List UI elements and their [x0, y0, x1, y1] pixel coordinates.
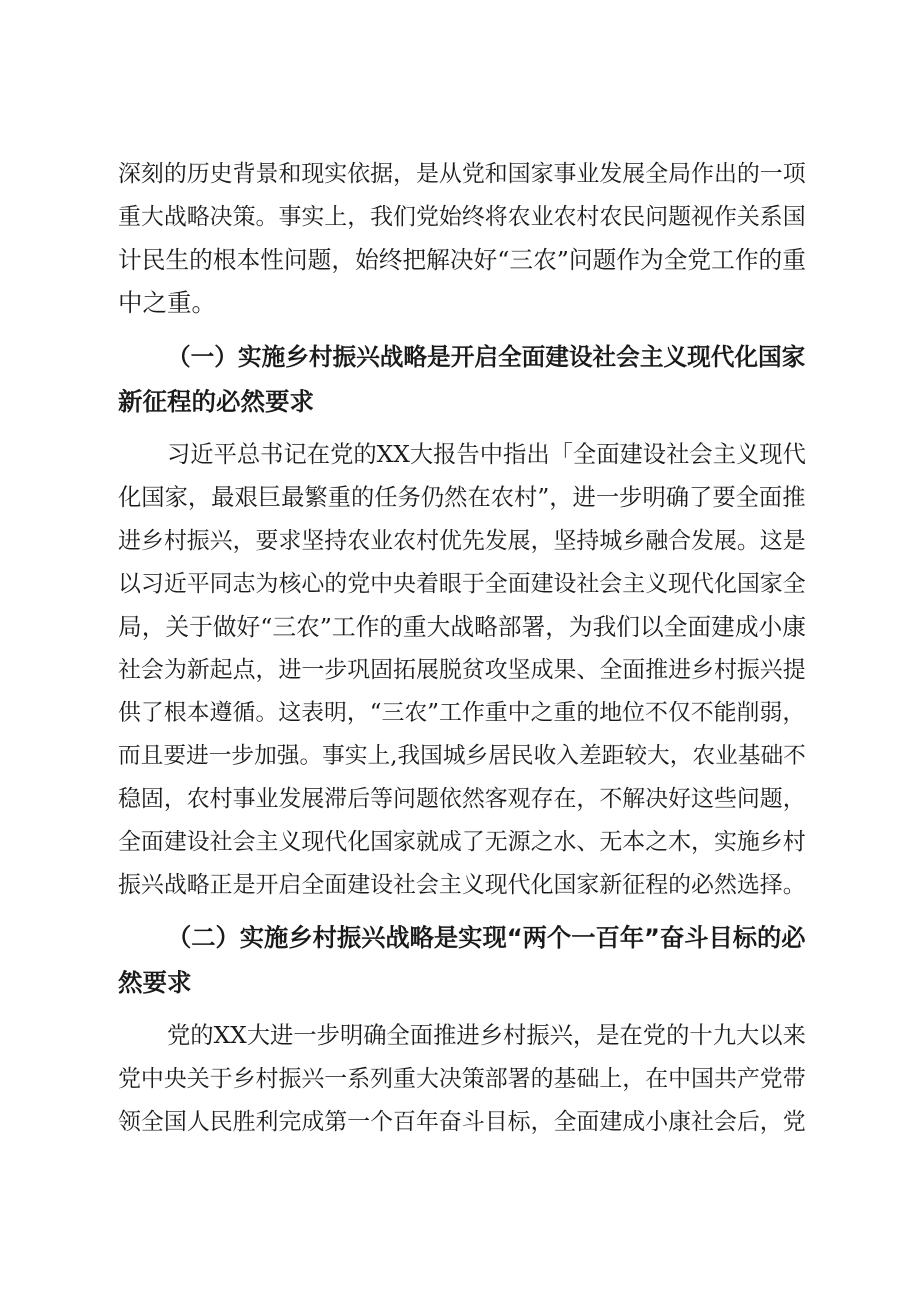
paragraph-2-line-8: 而且要进一步加强。事实上,我国城乡居民收入差距较大，农业基础不 — [118, 743, 806, 769]
paragraph-3-line-1: 党的XX大进一步明确全面推进乡村振兴，是在党的十九大以来 — [167, 1022, 806, 1049]
paragraph-2-line-1: 习近平总书记在党的XX大报告中指出「全面建设社会主义现代 — [167, 441, 806, 468]
paragraph-1-line-1: 深刻的历史背景和现实依据，是从党和国家事业发展全局作出的一项 — [118, 161, 806, 187]
section-heading-2-line-2: 然要求 — [118, 968, 192, 997]
paragraph-2-line-9: 稳固，农村事业发展滞后等问题依然客观存在，不解决好这些问题， — [118, 786, 806, 812]
paragraph-3-line-3: 领全国人民胜利完成第一个百年奋斗目标，全面建成小康社会后，党 — [118, 1109, 806, 1135]
paragraph-1-line-2: 重大战略决策。事实上，我们党始终将农业农村农民问题视作关系国 — [118, 204, 806, 230]
paragraph-2-line-10: 全面建设社会主义现代化国家就成了无源之水、无本之木，实施乡村 — [118, 829, 806, 855]
paragraph-2-line-6: 社会为新起点，进一步巩固拓展脱贫攻坚成果、全面推进乡村振兴提 — [118, 657, 806, 683]
paragraph-2-line-11: 振兴战略正是开启全面建设社会主义现代化国家新征程的必然选择。 — [118, 872, 806, 898]
section-heading-2-line-1: （二）实施乡村振兴战略是实现“两个一百年”奋斗目标的必 — [167, 923, 806, 952]
paragraph-2-line-3: 进乡村振兴，要求坚持农业农村优先发展，坚持城乡融合发展。这是 — [118, 528, 806, 554]
paragraph-2-line-4: 以习近平同志为核心的党中央着眼于全面建设社会主义现代化国家全 — [118, 571, 806, 597]
paragraph-1-line-4: 中之重。 — [118, 288, 216, 317]
paragraph-2-line-2: 化国家，最艰巨最繁重的任务仍然在农村”，进一步明确了要全面推 — [118, 484, 806, 511]
section-heading-1-line-2: 新征程的必然要求 — [118, 387, 314, 416]
paragraph-3-line-2: 党中央关于乡村振兴一系列重大决策部署的基础上，在中国共产党带 — [118, 1066, 806, 1092]
paragraph-2-line-7: 供了根本遵循。这表明，“三农”工作重中之重的地位不仅不能削弱， — [118, 700, 806, 726]
paragraph-1-line-3: 计民生的根本性问题，始终把解决好“三农”问题作为全党工作的重 — [118, 246, 806, 274]
section-heading-1-line-1: （一）实施乡村振兴战略是开启全面建设社会主义现代化国家 — [167, 343, 806, 371]
paragraph-2-line-5: 局，关于做好“三农”工作的重大战略部署，为我们以全面建成小康 — [118, 613, 806, 641]
